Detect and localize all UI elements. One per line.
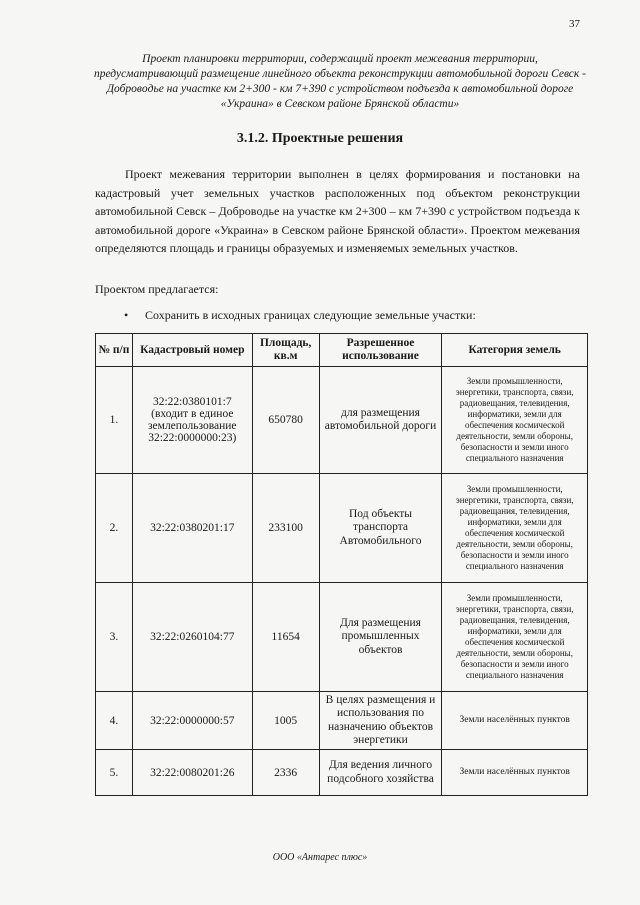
header-num: № п/п <box>96 334 133 367</box>
document-header: Проект планировки территории, содержащий проект межевания территории, предусматривающий размещение линейного объекта реконструкции автомобильной дороги Севск - Добровoдье на участке км 2+300 - км 7+390 с устройством подъезда к автомобильной дороге «Украина» в Севском районе Брянской области» <box>93 53 586 110</box>
cell-area: 233100 <box>252 474 319 583</box>
bullet-item <box>124 308 476 323</box>
cell-category: Земли промышленности, энергетики, транспорта, связи, радиовещания, телевидения, информатики, земли для обеспечения космической деятельности, земли обороны, безопасности и земли иного специального назначения <box>442 474 588 583</box>
cell-use: Для ведения личного подсобного хозяйства <box>319 750 442 796</box>
footer-company: ООО «Антарес плюс» <box>272 852 368 863</box>
cell-cadastral: 32:22:0380101:7 (входит в единое землепользование 32:22:0000000:23) <box>132 367 252 474</box>
table-row <box>96 474 588 583</box>
cell-num: 3. <box>96 583 133 692</box>
cell-use: Для размещения промышленных объектов <box>319 583 442 692</box>
cell-area: 1005 <box>252 692 319 750</box>
table-row <box>96 692 588 750</box>
cell-num: 4. <box>96 692 133 750</box>
cell-category: Земли промышленности, энергетики, транспорта, связи, радиовещания, телевидения, информатики, земли для обеспечения космической деятельности, земли обороны, безопасности и земли иного специального назначения <box>442 367 588 474</box>
table-row <box>96 583 588 692</box>
cell-area: 11654 <box>252 583 319 692</box>
bullet-text: Сохранить в исходных границах следующие земельные участки: <box>145 308 476 322</box>
cell-use: В целях размещения и использования по назначению объектов энергетики <box>319 692 442 750</box>
cell-num: 1. <box>96 367 133 474</box>
body-text <box>95 165 580 258</box>
table-row <box>96 750 588 796</box>
header-cadastral: Кадастровый номер <box>132 334 252 367</box>
header-area: Площадь, кв.м <box>252 334 319 367</box>
cell-use: для размещения автомобильной дороги <box>319 367 442 474</box>
cell-category: Земли населённых пунктов <box>442 750 588 796</box>
cell-num: 5. <box>96 750 133 796</box>
cell-area: 650780 <box>252 367 319 474</box>
paragraph-1: Проект межевания территории выполнен в целях формирования и постановки на кадастровый учет земельных участков расположенных под объектом реконструкции автомобильной Севск – Добровoдье на участке км 2+300 – км 7+390 с устройством подъезда к автомобильной дороге «Украина» в Севском районе Брянской области». Проектом межевания определяются площадь и границы образуемых и изменяемых земельных участков. <box>95 167 580 255</box>
cell-category: Земли промышленности, энергетики, транспорта, связи, радиовещания, телевидения, информатики, земли для обеспечения космической деятельности, земли обороны, безопасности и земли иного специального назначения <box>442 583 588 692</box>
header-category: Категория земель <box>442 334 588 367</box>
land-plots-table <box>95 333 588 796</box>
bullet-icon: • <box>124 308 129 322</box>
header-use: Разрешенное использование <box>319 334 442 367</box>
cell-cadastral: 32:22:0260104:77 <box>132 583 252 692</box>
cell-use: Под объекты транспорта Автомобильного <box>319 474 442 583</box>
cell-category: Земли населённых пунктов <box>442 692 588 750</box>
table-header-row <box>96 334 588 367</box>
proposed-label: Проектом предлагается: <box>95 282 219 296</box>
cell-cadastral: 32:22:0000000:57 <box>132 692 252 750</box>
table-row <box>96 367 588 474</box>
cell-area: 2336 <box>252 750 319 796</box>
cell-cadastral: 32:22:0380201:17 <box>132 474 252 583</box>
page-number: 37 <box>569 18 580 30</box>
cell-num: 2. <box>96 474 133 583</box>
section-title: 3.1.2. Проектные решения <box>236 131 404 146</box>
cell-cadastral: 32:22:0080201:26 <box>132 750 252 796</box>
